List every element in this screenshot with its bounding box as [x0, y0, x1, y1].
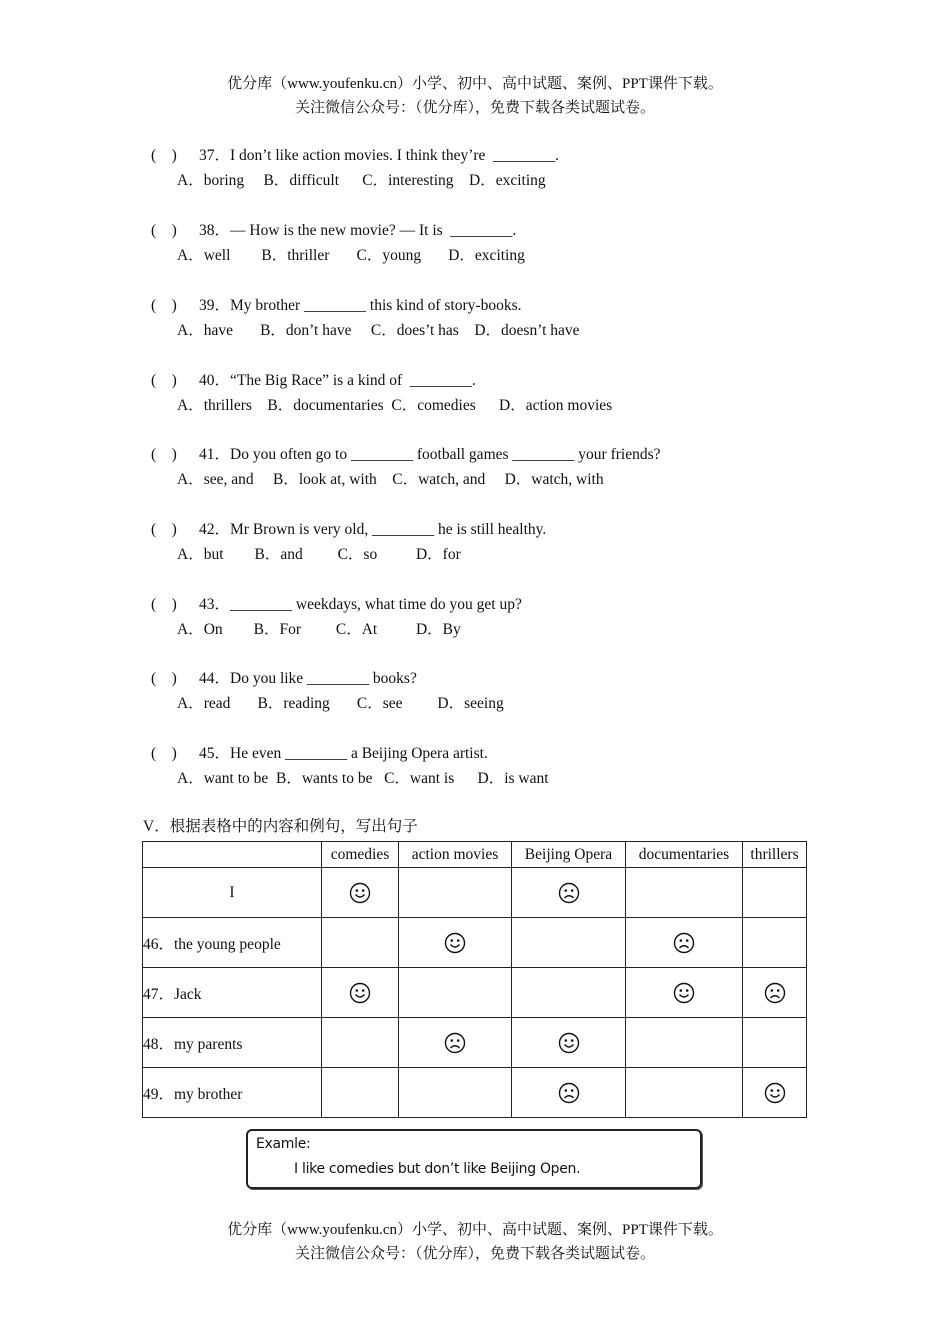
question-options: A．boring B．difficult C．interesting D．exciting — [177, 172, 546, 189]
table-cell — [626, 918, 743, 968]
column-header: thrillers — [743, 842, 807, 868]
smiley-face-icon — [558, 1032, 580, 1054]
page-header — [0, 72, 950, 120]
preference-table — [142, 841, 807, 1118]
row-label: 49．my brother — [143, 1068, 322, 1118]
question-options: A．see, and B．look at, with C．watch, and D．watch, with — [177, 471, 604, 488]
smiley-face-icon — [764, 1082, 786, 1104]
answer-blank: ( ) — [151, 446, 177, 463]
table-cell — [399, 918, 512, 968]
table-header-row — [143, 842, 807, 868]
table-cell — [322, 918, 399, 968]
footer-line-1: 优分库（www.youfenku.cn）小学、初中、高中试题、案例、PPT课件下载。 — [227, 1222, 723, 1238]
table-cell — [399, 868, 512, 918]
answer-blank: ( ) — [151, 521, 177, 538]
table-corner-cell — [143, 842, 322, 868]
table-row — [143, 918, 807, 968]
question-text: 41．Do you often go to ________ football games ________ your friends? — [199, 446, 661, 463]
answer-blank: ( ) — [151, 372, 177, 389]
table-row — [143, 968, 807, 1018]
question-stem — [151, 592, 811, 617]
table-row — [143, 1068, 807, 1118]
table-cell — [743, 868, 807, 918]
column-header: action movies — [399, 842, 512, 868]
column-header: documentaries — [626, 842, 743, 868]
table-cell — [399, 1068, 512, 1118]
question-stem — [151, 368, 811, 393]
example-box — [246, 1129, 702, 1189]
header-line-1: 优分库（www.youfenku.cn）小学、初中、高中试题、案例、PPT课件下载。 — [227, 76, 723, 92]
table-cell — [743, 918, 807, 968]
section-title: V．根据表格中的内容和例句，写出句子 — [143, 818, 418, 835]
question-item — [151, 592, 811, 642]
question-item — [151, 293, 811, 343]
question-text: 39．My brother ________ this kind of story-books. — [199, 297, 522, 314]
example-sentence: I like comedies but don’t like Beijing Open. — [294, 1161, 581, 1177]
table-cell — [743, 968, 807, 1018]
question-stem — [151, 143, 811, 168]
question-item — [151, 666, 811, 716]
question-item — [151, 741, 811, 791]
smiley-face-icon — [444, 932, 466, 954]
question-stem — [151, 517, 811, 542]
question-options: A．thrillers B．documentaries C．comedies D．action movies — [177, 397, 613, 414]
question-stem — [151, 442, 811, 467]
question-text: 45．He even ________ a Beijing Opera artist. — [199, 745, 488, 762]
question-text: 44．Do you like ________ books? — [199, 670, 417, 687]
question-stem — [151, 666, 811, 691]
table-cell — [626, 868, 743, 918]
row-label: 47．Jack — [143, 968, 322, 1018]
question-text: 37．I don’t like action movies. I think they’re ________. — [199, 147, 560, 164]
column-header: Beijing Opera — [512, 842, 626, 868]
table-cell — [512, 968, 626, 1018]
question-item — [151, 442, 811, 492]
smiley-face-icon — [673, 982, 695, 1004]
answer-blank: ( ) — [151, 297, 177, 314]
question-item — [151, 517, 811, 567]
table-cell — [512, 918, 626, 968]
question-stem — [151, 741, 811, 766]
row-label: I — [143, 868, 322, 918]
question-text: 43．________ weekdays, what time do you get up? — [199, 596, 522, 613]
row-label: 46．the young people — [143, 918, 322, 968]
example-title: Examle: — [256, 1136, 311, 1152]
table-cell — [322, 968, 399, 1018]
question-text: 38．— How is the new movie? — It is ________. — [199, 222, 517, 239]
table-cell — [399, 968, 512, 1018]
question-stem — [151, 293, 811, 318]
frowning-face-icon — [764, 982, 786, 1004]
footer-line-2: 关注微信公众号：（优分库），免费下载各类试题试卷。 — [294, 1246, 655, 1262]
answer-blank: ( ) — [151, 670, 177, 687]
question-options: A．well B．thriller C．young D．exciting — [177, 247, 525, 264]
table-row — [143, 1018, 807, 1068]
table-cell — [626, 1018, 743, 1068]
smiley-face-icon — [349, 982, 371, 1004]
question-stem — [151, 218, 811, 243]
question-text: 40．“The Big Race” is a kind of ________. — [199, 372, 476, 389]
frowning-face-icon — [444, 1032, 466, 1054]
question-options: A．want to be B．wants to be C．want is D．is want — [177, 770, 549, 787]
table-cell — [626, 1068, 743, 1118]
row-label: 48．my parents — [143, 1018, 322, 1068]
frowning-face-icon — [673, 932, 695, 954]
table-row — [143, 868, 807, 918]
table-cell — [626, 968, 743, 1018]
table-cell — [512, 868, 626, 918]
question-item — [151, 143, 811, 193]
answer-blank: ( ) — [151, 745, 177, 762]
answer-blank: ( ) — [151, 596, 177, 613]
table-cell — [399, 1018, 512, 1068]
answer-blank: ( ) — [151, 147, 177, 164]
table-cell — [743, 1068, 807, 1118]
table-cell — [512, 1068, 626, 1118]
question-options: A．but B．and C．so D．for — [177, 546, 461, 563]
frowning-face-icon — [558, 1082, 580, 1104]
question-text: 42．Mr Brown is very old, ________ he is still healthy. — [199, 521, 547, 538]
question-item — [151, 368, 811, 418]
table-cell — [322, 1068, 399, 1118]
answer-blank: ( ) — [151, 222, 177, 239]
table-cell — [743, 1018, 807, 1068]
question-options: A．have B．don’t have C．does’t has D．doesn’t have — [177, 322, 580, 339]
frowning-face-icon — [558, 882, 580, 904]
table-cell — [322, 1018, 399, 1068]
table-cell — [322, 868, 399, 918]
table-cell — [512, 1018, 626, 1068]
page-footer — [0, 1218, 950, 1266]
question-item — [151, 218, 811, 268]
question-options: A．read B．reading C．see D．seeing — [177, 695, 504, 712]
smiley-face-icon — [349, 882, 371, 904]
header-line-2: 关注微信公众号：（优分库），免费下载各类试题试卷。 — [294, 100, 655, 116]
column-header: comedies — [322, 842, 399, 868]
question-options: A．On B．For C．At D．By — [177, 621, 461, 638]
